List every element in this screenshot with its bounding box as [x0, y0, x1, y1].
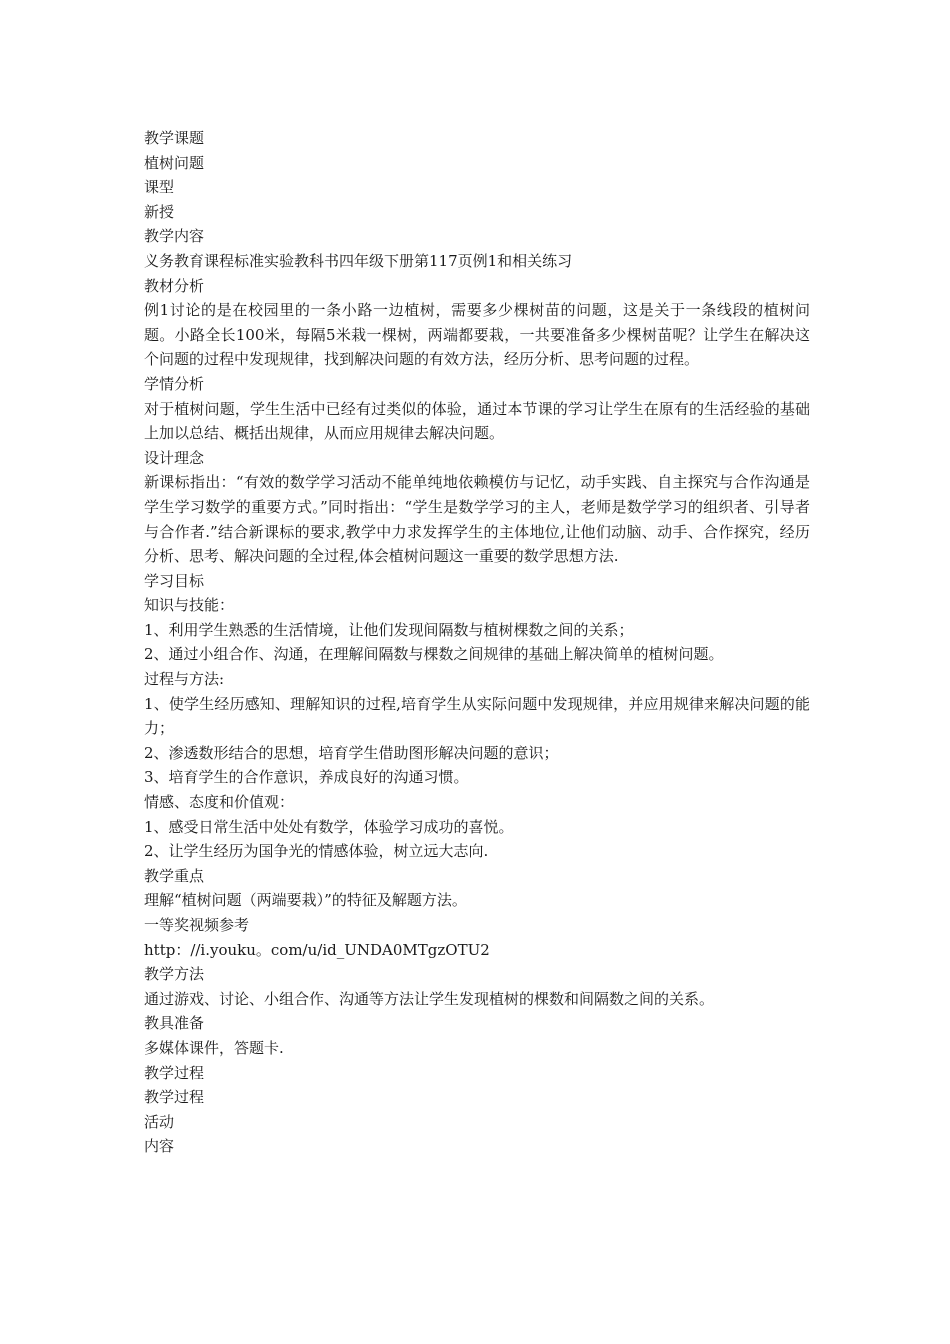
text-line: 一等奖视频参考	[144, 916, 250, 934]
text-line: 活动	[144, 1112, 175, 1131]
text-line: 设计理念	[144, 448, 205, 467]
text-line: 教材分析	[144, 276, 205, 295]
text-paragraph: 对于植树问题，学生生活中已经有过类似的体验，通过本节课的学习让学生在原有的生活经验的基础上加以总结、概括出规律，从而应用规律去解决问题。	[144, 399, 810, 443]
text-line: 学情分析	[144, 374, 205, 393]
text-line: 1、利用学生熟悉的生活情境，让他们发现间隔数与植树棵数之间的关系；	[144, 620, 634, 639]
text-line: 教具准备	[144, 1014, 205, 1033]
text-line: http：//i.youku。com/u/id_UNDA0MTgzOTU2	[144, 940, 490, 959]
text-paragraph: 例1讨论的是在校园里的一条小路一边植树，需要多少棵树苗的问题，这是关于一条线段的植树问题。小路全长100米，每隔5米栽一棵树，两端都要栽，一共要准备多少棵树苗呢？让学生在解决这个问题的过程中发现规律，找到解决问题的有效方法，经历分析、思考问题的过程。	[144, 301, 810, 369]
text-line: 教学内容	[144, 227, 205, 246]
text-line: 教学重点	[144, 866, 205, 885]
text-line: 过程与方法:	[144, 670, 225, 689]
text-line: 通过游戏、讨论、小组合作、沟通等方法让学生发现植树的棵数和间隔数之间的关系。	[144, 989, 715, 1008]
text-line: 2、渗透数形结合的思想，培育学生借助图形解决问题的意识；	[144, 743, 559, 762]
text-line: 课型	[144, 178, 175, 197]
text-line: 多媒体课件，答题卡.	[144, 1038, 284, 1057]
text-line: 1、感受日常生活中处处有数学，体验学习成功的喜悦。	[144, 817, 514, 836]
text-line: 教学过程	[144, 1063, 205, 1082]
text-line: 3、培育学生的合作意识，养成良好的沟通习惯。	[144, 768, 469, 787]
text-line: 教学方法	[144, 965, 205, 984]
text-line: 内容	[144, 1137, 175, 1156]
text-line: 知识与技能：	[144, 596, 235, 615]
text-line: 新授	[144, 202, 175, 221]
text-line: 2、让学生经历为国争光的情感体验，树立远大志向.	[144, 842, 489, 861]
text-line: 学习目标	[144, 571, 205, 590]
text-line: 义务教育课程标准实验教科书四年级下册第117页例1和相关练习	[144, 251, 573, 270]
text-paragraph: 1、使学生经历感知、理解知识的过程,培育学生从实际问题中发现规律，并应用规律来解决问题的能力；	[144, 694, 810, 738]
text-line: 理解“植树问题（两端要栽）”的特征及解题方法。	[144, 891, 467, 910]
text-line: 情感、态度和价值观：	[144, 793, 295, 812]
text-line: 植树问题	[144, 153, 205, 172]
document-body	[144, 126, 810, 1159]
text-paragraph: 新课标指出：“有效的数学学习活动不能单纯地依赖模仿与记忆，动手实践、自主探究与合作沟通是学生学习数学的重要方式。”同时指出：“学生是数学学习的主人，老师是数学学习的组织者、引导者与合作者.”结合新课标的要求,教学中力求发挥学生的主体地位,让他们动脑、动手、合作探究，经历分析、思考、解决问题的全过程,体会植树问题这一重要的数学思想方法.	[144, 473, 810, 566]
text-line: 教学课题	[144, 129, 205, 147]
text-line: 教学过程	[144, 1088, 205, 1107]
text-line: 2、通过小组合作、沟通，在理解间隔数与棵数之间规律的基础上解决简单的植树问题。	[144, 645, 724, 664]
